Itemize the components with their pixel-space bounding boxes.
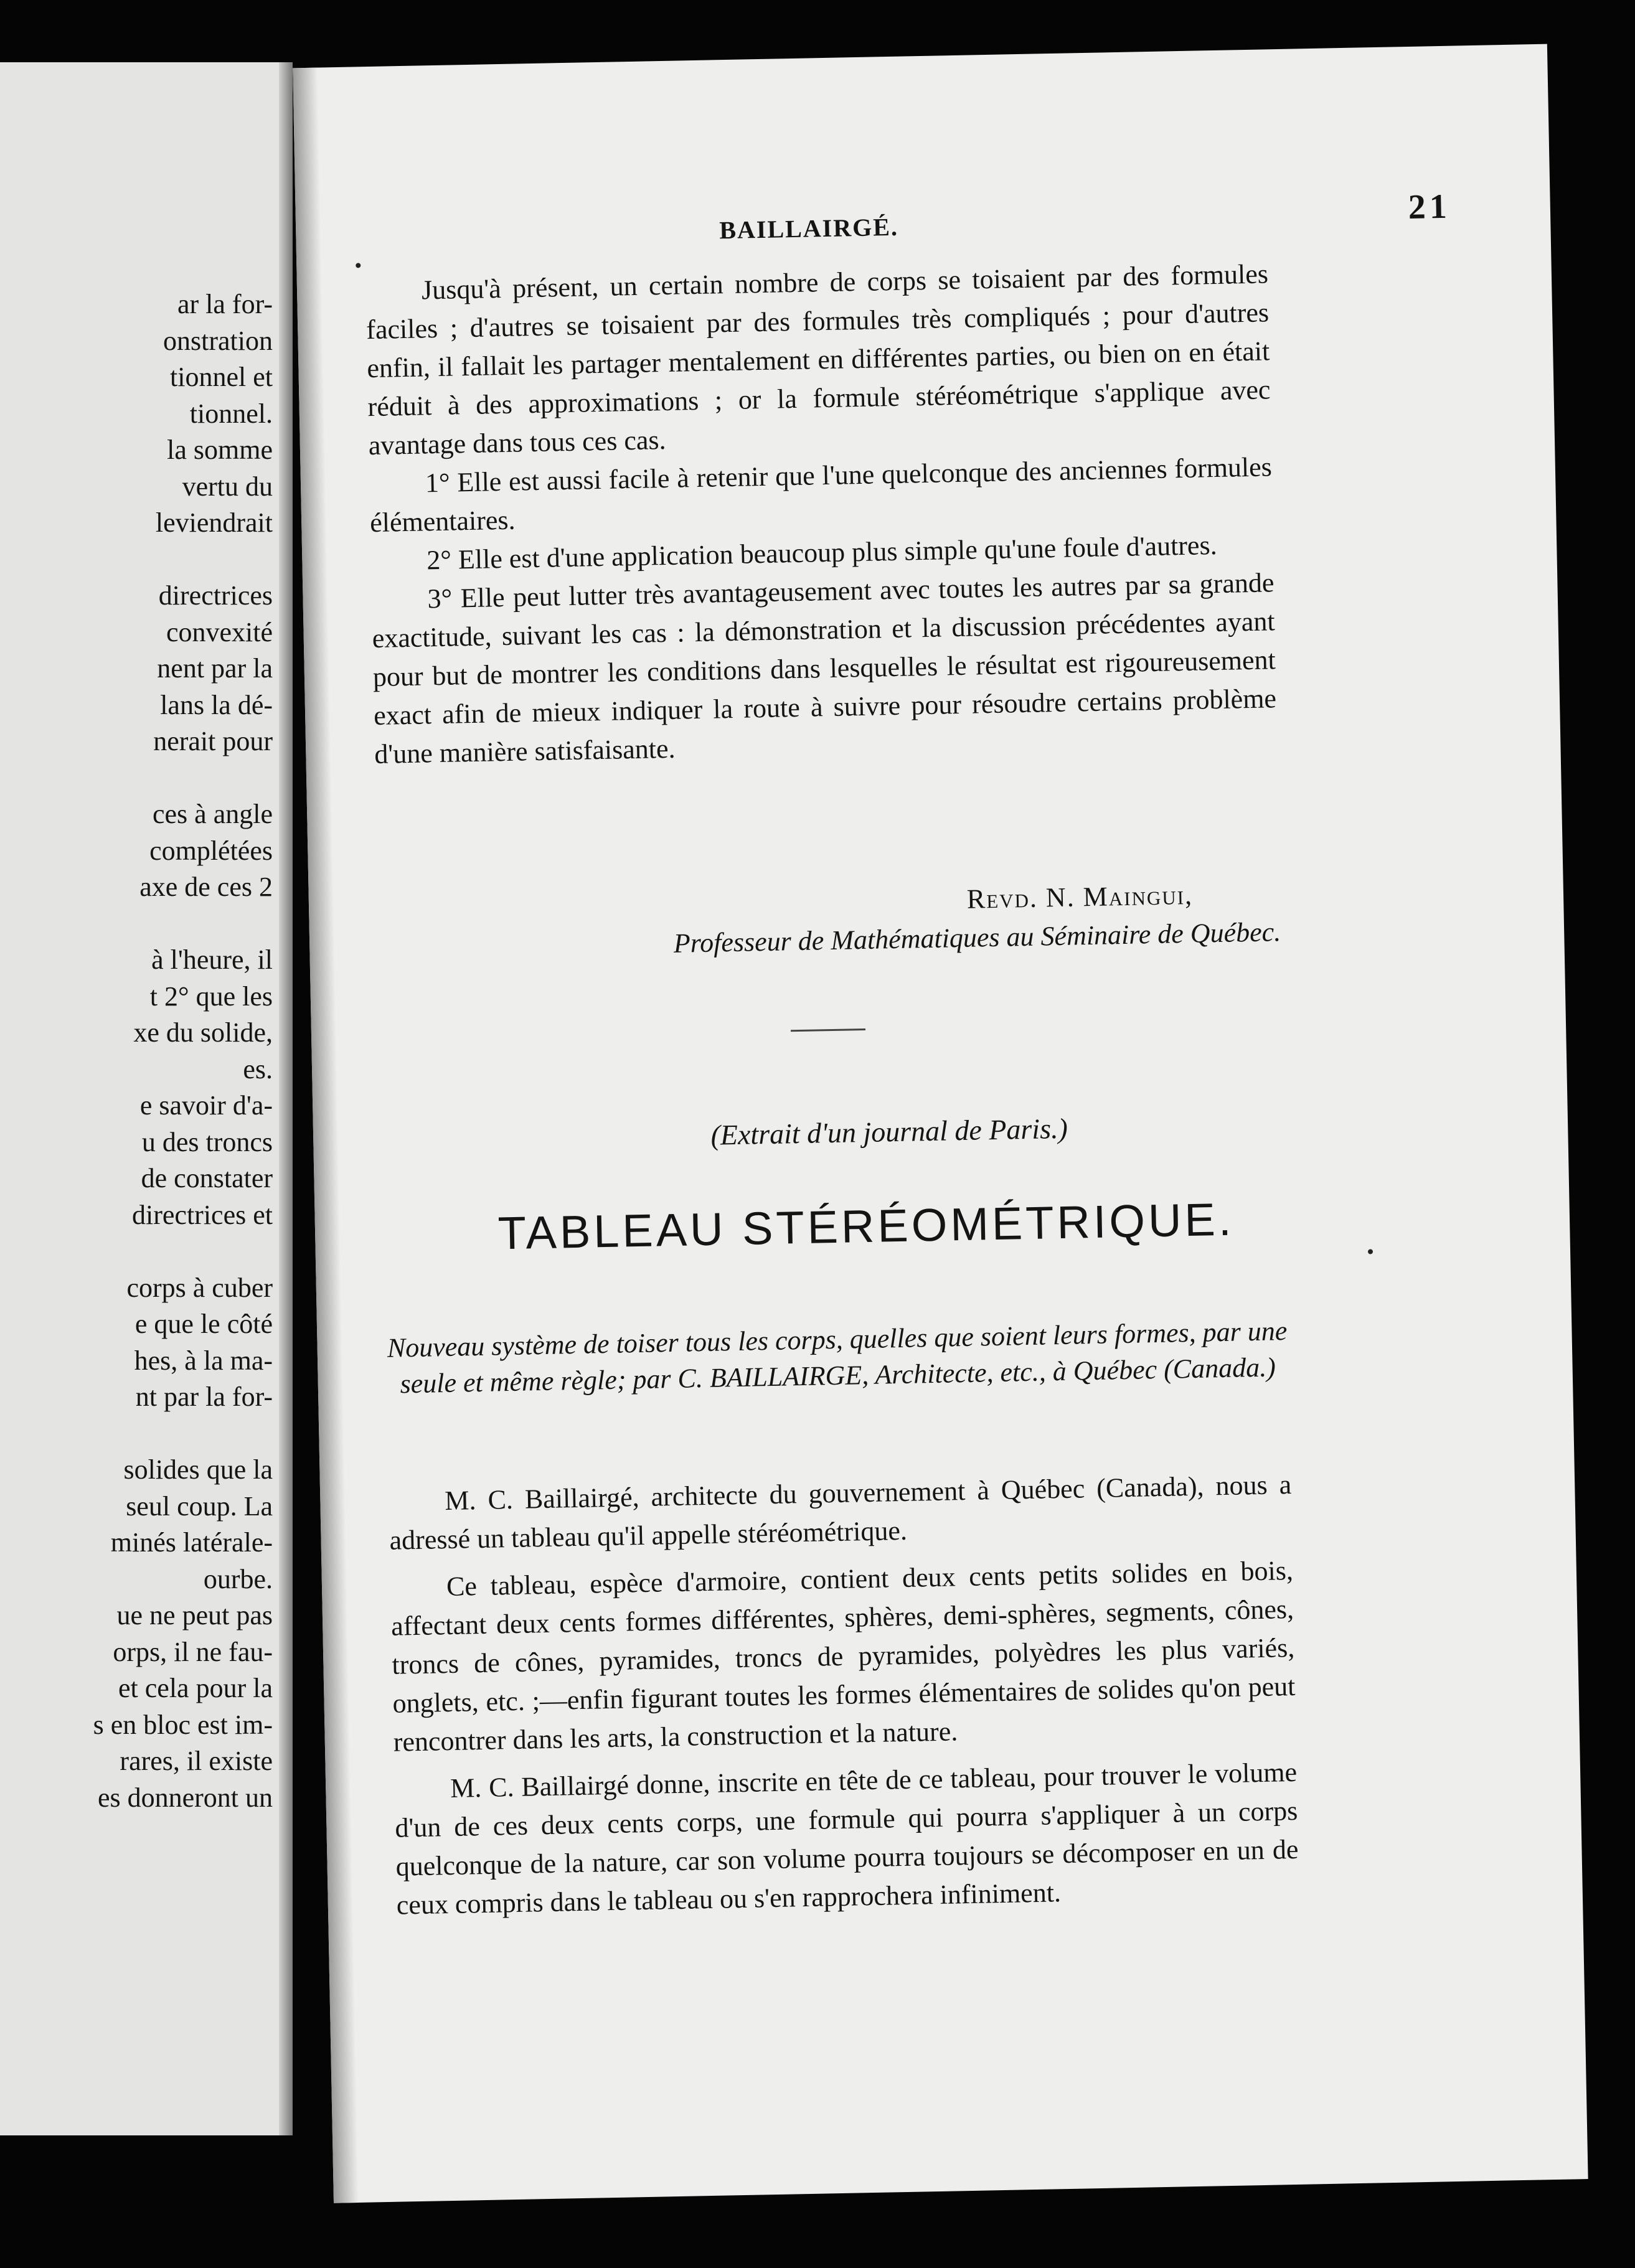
- left-text-fragment: u des troncs: [141, 1126, 273, 1157]
- article-title: TABLEAU STÉRÉOMÉTRIQUE.: [497, 1193, 1235, 1259]
- paragraph: Jusqu'à présent, un certain nombre de corps se toisaient par des formules faciles ; d'autres se toisaient par des formules très compliqués ; pour d'autres enfin, il fallait les partager mentalement en différentes parties, ou bien on en était réduit à des approximations ; or la formule stéréométrique s'applique avec avantage dans tous ces cas.: [365, 258, 1271, 461]
- signature-title: Professeur de Mathématiques au Séminaire de Québec.: [673, 916, 1281, 959]
- left-text-fragment: tionnel.: [189, 398, 273, 429]
- left-text-fragment: la somme: [167, 435, 273, 465]
- left-text-fragment: axe de ces 2: [139, 872, 273, 902]
- left-text-fragment: lans la dé-: [160, 689, 273, 720]
- left-text-fragment: seul coup. La: [126, 1490, 273, 1522]
- main-page: [293, 44, 1588, 2203]
- left-text-fragment: nt par la for-: [135, 1381, 273, 1412]
- left-text-fragment: minés latérale-: [110, 1527, 273, 1558]
- left-text-fragment: directrices et: [132, 1199, 273, 1230]
- left-text-fragment: onstration: [163, 325, 273, 356]
- left-text-fragment: ue ne peut pas: [116, 1600, 273, 1630]
- paragraph: Ce tableau, espèce d'armoire, contient deux cents petits solides en bois, affectant deux cents formes différentes, sphères, demi-sphères, segments, cônes, troncs de cônes, pyramides, troncs de pyramides, polyèdres les plus variés, onglets, etc. ;—enfin figurant toutes les formes élémentaires de solides qu'on peut rencontrer dans les arts, la construction et la nature.: [390, 1555, 1296, 1757]
- left-text-fragment: ces à angle: [153, 799, 273, 829]
- left-text-fragment: t 2° que les: [149, 981, 273, 1012]
- ink-speck: [356, 263, 360, 268]
- left-page-text: [0, 286, 273, 1816]
- left-text-fragment: vertu du: [182, 471, 273, 502]
- left-line-gap: [0, 542, 273, 578]
- paragraph: 2° Elle est d'une application beaucoup plus simple qu'une foule d'autres.: [426, 529, 1218, 576]
- article-subtitle: Nouveau système de toiser tous les corps, quelles que soient leurs formes, par une seule et même règle; par C. BAILLAIRGE, Architecte, etc., à Québec (Canada.): [387, 1315, 1288, 1400]
- left-text-fragment: de constater: [141, 1163, 273, 1193]
- left-text-fragment: e que le côté: [134, 1309, 273, 1339]
- left-text-fragment: rares, il existe: [120, 1746, 273, 1776]
- left-text-fragment: solides que la: [123, 1454, 273, 1485]
- left-line-gap: [0, 1233, 273, 1270]
- page-edge-shadow: [293, 68, 359, 2203]
- left-text-fragment: et cela pour la: [118, 1673, 273, 1703]
- left-text-fragment: tionnel et: [170, 362, 273, 392]
- left-text-fragment: directrices: [158, 580, 273, 611]
- paragraph: M. C. Baillairgé, architecte du gouvernement à Québec (Canada), nous a adressé un tableau qu'il appelle stéréométrique.: [389, 1469, 1292, 1556]
- left-text-fragment: à l'heure, il: [151, 944, 273, 975]
- left-text-fragment: leviendrait: [155, 507, 273, 538]
- left-text-fragment: convexité: [166, 616, 273, 647]
- running-head: BAILLAIRGÉ.: [719, 212, 899, 245]
- left-text-fragment: ar la for-: [177, 289, 273, 319]
- left-text-fragment: xe du solide,: [133, 1017, 273, 1048]
- section2-body: [389, 1466, 1299, 1925]
- extract-note: (Extrait d'un journal de Paris.): [710, 1112, 1068, 1151]
- ink-speck: [1368, 1249, 1373, 1254]
- page-number: 21: [1408, 187, 1451, 227]
- section1-body: [365, 255, 1278, 774]
- left-text-fragment: corps à cuber: [126, 1272, 273, 1303]
- section-divider: [791, 1028, 865, 1032]
- left-text-fragment: nerait pour: [153, 726, 273, 756]
- paragraph: M. C. Baillairgé donne, inscrite en tête de ce tableau, pour trouver le volume d'un de ces deux cents corps, une formule qui pourra s'appliquer à un corps quelconque de la nature, car son volume pourra toujours se décomposer en un de ceux compris dans le tableau ou s'en rapprochera infiniment.: [395, 1756, 1299, 1921]
- left-line-gap: [0, 760, 273, 797]
- left-line-gap: [0, 1416, 273, 1452]
- left-text-fragment: hes, à la ma-: [134, 1345, 273, 1376]
- left-page-fragment: [0, 62, 293, 2135]
- page-gutter: [279, 62, 293, 2135]
- left-text-fragment: e savoir d'a-: [139, 1090, 273, 1121]
- paragraph: 3° Elle peut lutter très avantageusement avec toutes les autres par sa grande exactitude, suivant les cas : la démonstration et la discussion précédentes ayant pour but de montrer les conditions dans lesquelles le résultat est rigoureusement exact afin de mieux indiquer la route à suivre pour résoudre certains problème d'une manière satisfaisante.: [372, 567, 1277, 770]
- left-text-fragment: orps, il ne fau-: [113, 1636, 273, 1667]
- left-text-fragment: es donneront un: [97, 1782, 273, 1813]
- left-text-fragment: s en bloc est im-: [93, 1709, 273, 1740]
- left-text-fragment: ourbe.: [203, 1563, 273, 1594]
- signature-name: Revd. N. Maingui,: [966, 879, 1194, 915]
- paragraph: 1° Elle est aussi facile à retenir que l'une quelconque des anciennes formules élémentaires.: [369, 451, 1273, 539]
- left-text-fragment: complétées: [149, 835, 273, 866]
- left-text-fragment: nent par la: [157, 653, 273, 684]
- left-text-fragment: es.: [243, 1053, 273, 1085]
- signature-block: [377, 874, 1281, 969]
- left-line-gap: [0, 906, 273, 943]
